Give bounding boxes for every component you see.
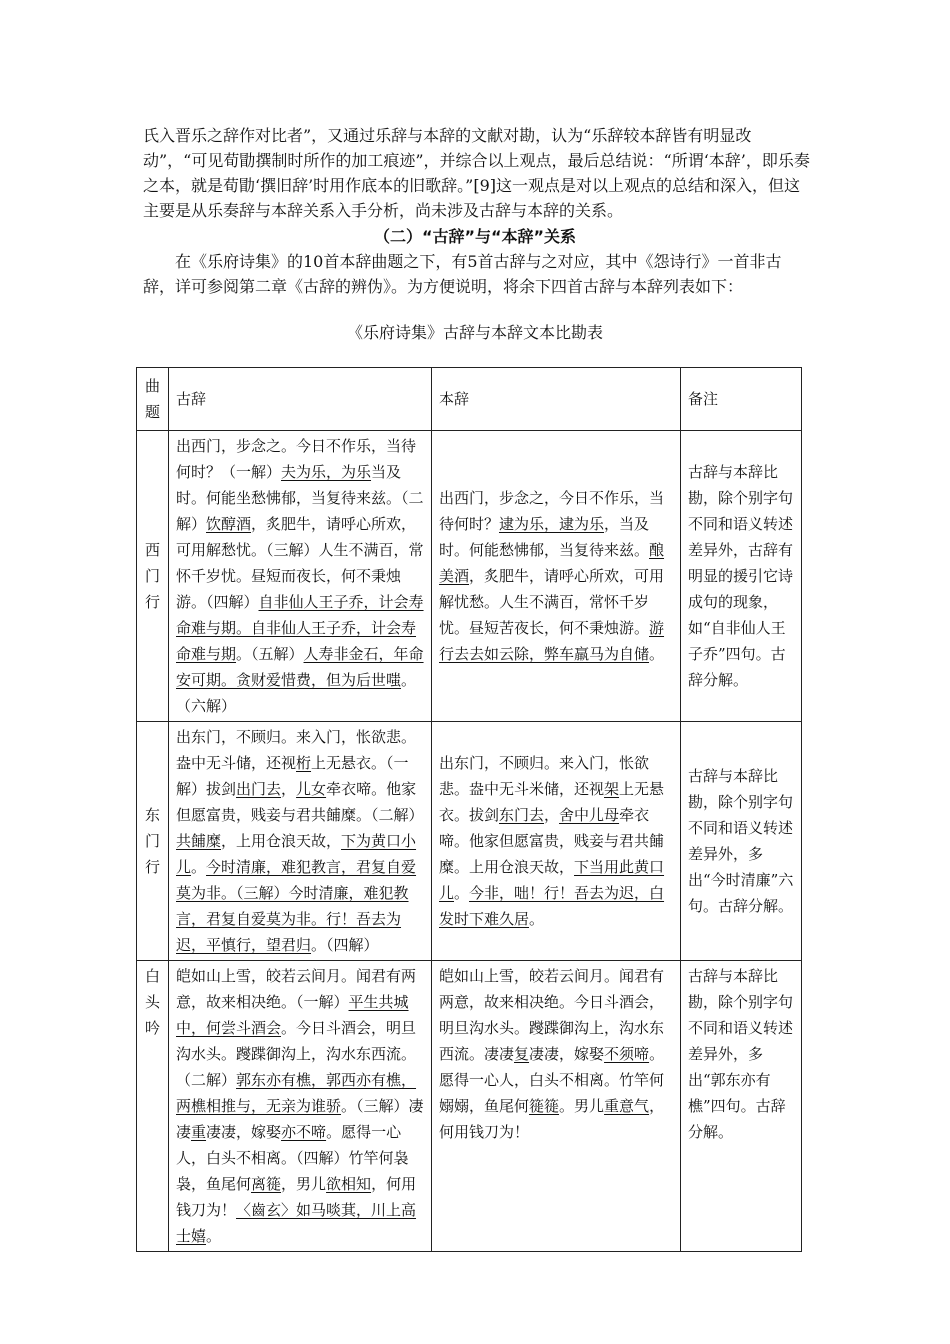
text-segment: 上无悬衣。（一解）拔剑 bbox=[176, 754, 409, 798]
underlined-variant: 平生共城中，何尝斗酒会 bbox=[176, 993, 409, 1037]
body-paragraph-1: 氏入晋乐之辞作对比者”，又通过乐辞与本辞的文献对勘，认为“乐辞较本辞皆有明显改动”，“可见荀勖撰制时所作的加工痕迹”，并综合以上观点，最后总结说：“所谓‘本辞’，即乐奏之本，就是荀勖‘撰旧辞’时用作底本的旧歌辞。”[9]这一观点是对以上观点的总结和深入，但这主要是从乐奏辞与本辞关系入手分析，尚未涉及古辞与本辞的关系。 bbox=[143, 126, 810, 220]
underlined-variant: 夫为乐，为乐 bbox=[281, 463, 372, 481]
text-segment: 。 bbox=[649, 645, 665, 663]
underlined-variant: 重意气 bbox=[604, 1097, 650, 1115]
underlined-variant: 儿女 bbox=[296, 780, 327, 798]
text-segment: 出东门，不顾归。来入门，怅欲悲。盎中无斗米储，还视 bbox=[439, 754, 650, 798]
header-guci: 古辞 bbox=[169, 368, 432, 431]
text-segment: 皑如山上雪，皎若云间月。闻君有两意，故来相决绝。今日斗酒会，明旦沟水头。躞蹀御沟上，沟水东西流。凄凄 bbox=[439, 967, 665, 1063]
note-cell: 古辞与本辞比勘，除个别字句不同和语义转述差异外，多出“郭东亦有樵”四句。古辞分解。 bbox=[681, 961, 802, 1252]
underlined-variant: 饮醇酒 bbox=[206, 515, 252, 533]
text-segment: ，何用钱刀为！ bbox=[176, 1175, 417, 1219]
text-segment: 当及时。何能坐愁怫郁，当复待来兹。（二解） bbox=[176, 463, 424, 533]
text-segment: 牵衣啼。他家但愿富贵，贱妾与君共餔糜。（二解） bbox=[176, 780, 424, 824]
comparison-table bbox=[136, 367, 802, 1252]
text-segment: 。 bbox=[206, 1227, 222, 1245]
table-row bbox=[137, 431, 802, 722]
text-segment: 。愿得一心人，白头不相离。竹竿何嫋嫋，鱼尾何 bbox=[439, 1045, 665, 1115]
text-segment: 出西门，步念之。今日不作乐，当待何时？（一解） bbox=[176, 437, 417, 481]
underlined-variant: 簁簁 bbox=[529, 1097, 560, 1115]
text-segment: ，当及时。何能愁怫郁，当复待来兹。 bbox=[439, 515, 650, 559]
underlined-variant: 自非仙人王子乔，计会寿命难与期。自非仙人王子乔，计会寿命难与期 bbox=[176, 593, 424, 663]
text-segment: ，上用仓浪天故， bbox=[221, 832, 342, 850]
text-segment: 。（四解） bbox=[311, 936, 379, 954]
underlined-variant: 共餔糜 bbox=[176, 832, 222, 850]
guci-cell bbox=[169, 961, 432, 1252]
underlined-variant: 今时清廉，难犯教言，君复自爱莫为非。（三解）今时清廉，难犯教言，君复自爱莫为非。行！吾去为迟，平慎行，望君归 bbox=[176, 858, 417, 954]
section-heading: （二）“古辞”与“本辞”关系 bbox=[373, 227, 577, 246]
benci-cell bbox=[432, 722, 681, 961]
text-segment: 。（三解）凄凄 bbox=[176, 1097, 424, 1141]
text-segment: 。愿得一心人，白头不相离。（四解）竹竿何袅袅，鱼尾何 bbox=[176, 1123, 409, 1193]
guci-cell bbox=[169, 722, 432, 961]
underlined-variant: 舍中儿母 bbox=[559, 806, 620, 824]
text-segment: ， bbox=[281, 780, 297, 798]
underlined-variant: 重 bbox=[191, 1123, 207, 1141]
header-note: 备注 bbox=[681, 368, 802, 431]
underlined-variant: 游行去去如云除，弊车羸马为自储 bbox=[439, 619, 665, 663]
text-segment: 。 bbox=[529, 910, 545, 928]
underlined-variant: 今非，咄！行！吾去为迟，白发时下难久居 bbox=[439, 884, 665, 928]
text-segment: 凄凄，嫁娶 bbox=[206, 1123, 282, 1141]
table-header-row bbox=[137, 368, 802, 431]
note-cell: 古辞与本辞比勘，除个别字句不同和语义转述差异外，多出“今时清廉”六句。古辞分解。 bbox=[681, 722, 802, 961]
benci-cell bbox=[432, 431, 681, 722]
text-segment: 。男儿 bbox=[559, 1097, 605, 1115]
underlined-variant: 亦不啼 bbox=[281, 1123, 327, 1141]
guci-cell bbox=[169, 431, 432, 722]
underlined-variant: 桁 bbox=[296, 754, 312, 772]
underlined-variant: 郭东亦有樵，郭西亦有樵，两樵相推与，无亲为谁骄 bbox=[176, 1071, 417, 1115]
benci-cell bbox=[432, 961, 681, 1252]
underlined-variant: 〈齒玄〉如马啖萁，川上高士嬉 bbox=[176, 1201, 417, 1245]
text-segment: 凄凄，嫁娶 bbox=[529, 1045, 605, 1063]
underlined-variant: 架 bbox=[604, 780, 620, 798]
table-row bbox=[137, 961, 802, 1252]
table-caption: 《乐府诗集》古辞与本辞文本比勘表 bbox=[346, 323, 603, 342]
underlined-variant: 酿美酒 bbox=[439, 541, 665, 585]
note-cell: 古辞与本辞比勘，除个别字句不同和语义转述差异外，古辞有明显的援引它诗成句的现象，如“自非仙人王子乔”四句。古辞分解。 bbox=[681, 431, 802, 722]
row-title: 东门行 bbox=[137, 722, 169, 961]
text-segment: ，炙肥牛，请呼心所欢，可用解愁忧。（三解）人生不满百，常怀千岁忧。昼短而夜长，何不秉烛游。（四解） bbox=[176, 515, 424, 611]
text-segment: 上无悬衣。拔剑 bbox=[439, 780, 665, 824]
underlined-variant: 人寿非金石，年命安可期。贪财爱惜费，但为后世嗤 bbox=[176, 645, 424, 689]
text-segment: 出西门，步念之，今日不作乐，当待何时？ bbox=[439, 489, 665, 533]
underlined-variant: 东门去 bbox=[499, 806, 545, 824]
row-title: 西门行 bbox=[137, 431, 169, 722]
text-segment: 出东门，不顾归。来入门，怅欲悲。盎中无斗储，还视 bbox=[176, 728, 417, 772]
row-title: 白头吟 bbox=[137, 961, 169, 1252]
text-segment: ， bbox=[544, 806, 560, 824]
text-segment: 牵衣啼。他家但愿富贵，贱妾与君共餔糜。上用仓浪天故， bbox=[439, 806, 665, 876]
underlined-variant: 复 bbox=[514, 1045, 530, 1063]
text-segment: 皑如山上雪，皎若云间月。闻君有两意，故来相决绝。（一解） bbox=[176, 967, 417, 1011]
text-segment: ，男儿 bbox=[281, 1175, 327, 1193]
underlined-variant: 下当用此黄口儿 bbox=[439, 858, 665, 902]
underlined-variant: 欲相知 bbox=[326, 1175, 372, 1193]
header-benci: 本辞 bbox=[432, 368, 681, 431]
header-title: 曲题 bbox=[137, 368, 169, 431]
text-segment: 。（五解） bbox=[236, 645, 304, 663]
underlined-variant: 离簁 bbox=[251, 1175, 282, 1193]
underlined-variant: 不须啼 bbox=[604, 1045, 650, 1063]
body-paragraph-2: 在《乐府诗集》的10首本辞曲题之下，有5首古辞与之对应，其中《怨诗行》一首非古辞，详可参阅第二章《古辞的辨伪》。为方便说明，将余下四首古辞与本辞列表如下： bbox=[143, 252, 782, 296]
table-row bbox=[137, 722, 802, 961]
text-segment: 。 bbox=[454, 884, 470, 902]
text-segment: 。 bbox=[191, 858, 207, 876]
text-segment: ，何用钱刀为！ bbox=[439, 1097, 665, 1141]
text-segment: ，炙肥牛，请呼心所欢，可用解忧愁。人生不满百，常怀千岁忧。昼短苦夜长，何不秉烛游。 bbox=[439, 567, 665, 637]
underlined-variant: 逮为乐，逮为乐 bbox=[499, 515, 605, 533]
text-segment: 。（六解） bbox=[176, 671, 417, 715]
text-segment: 。今日斗酒会，明旦沟水头。躞蹀御沟上，沟水东西流。（二解） bbox=[176, 1019, 417, 1089]
underlined-variant: 下为黄口小儿 bbox=[176, 832, 417, 876]
underlined-variant: 出门去 bbox=[236, 780, 282, 798]
